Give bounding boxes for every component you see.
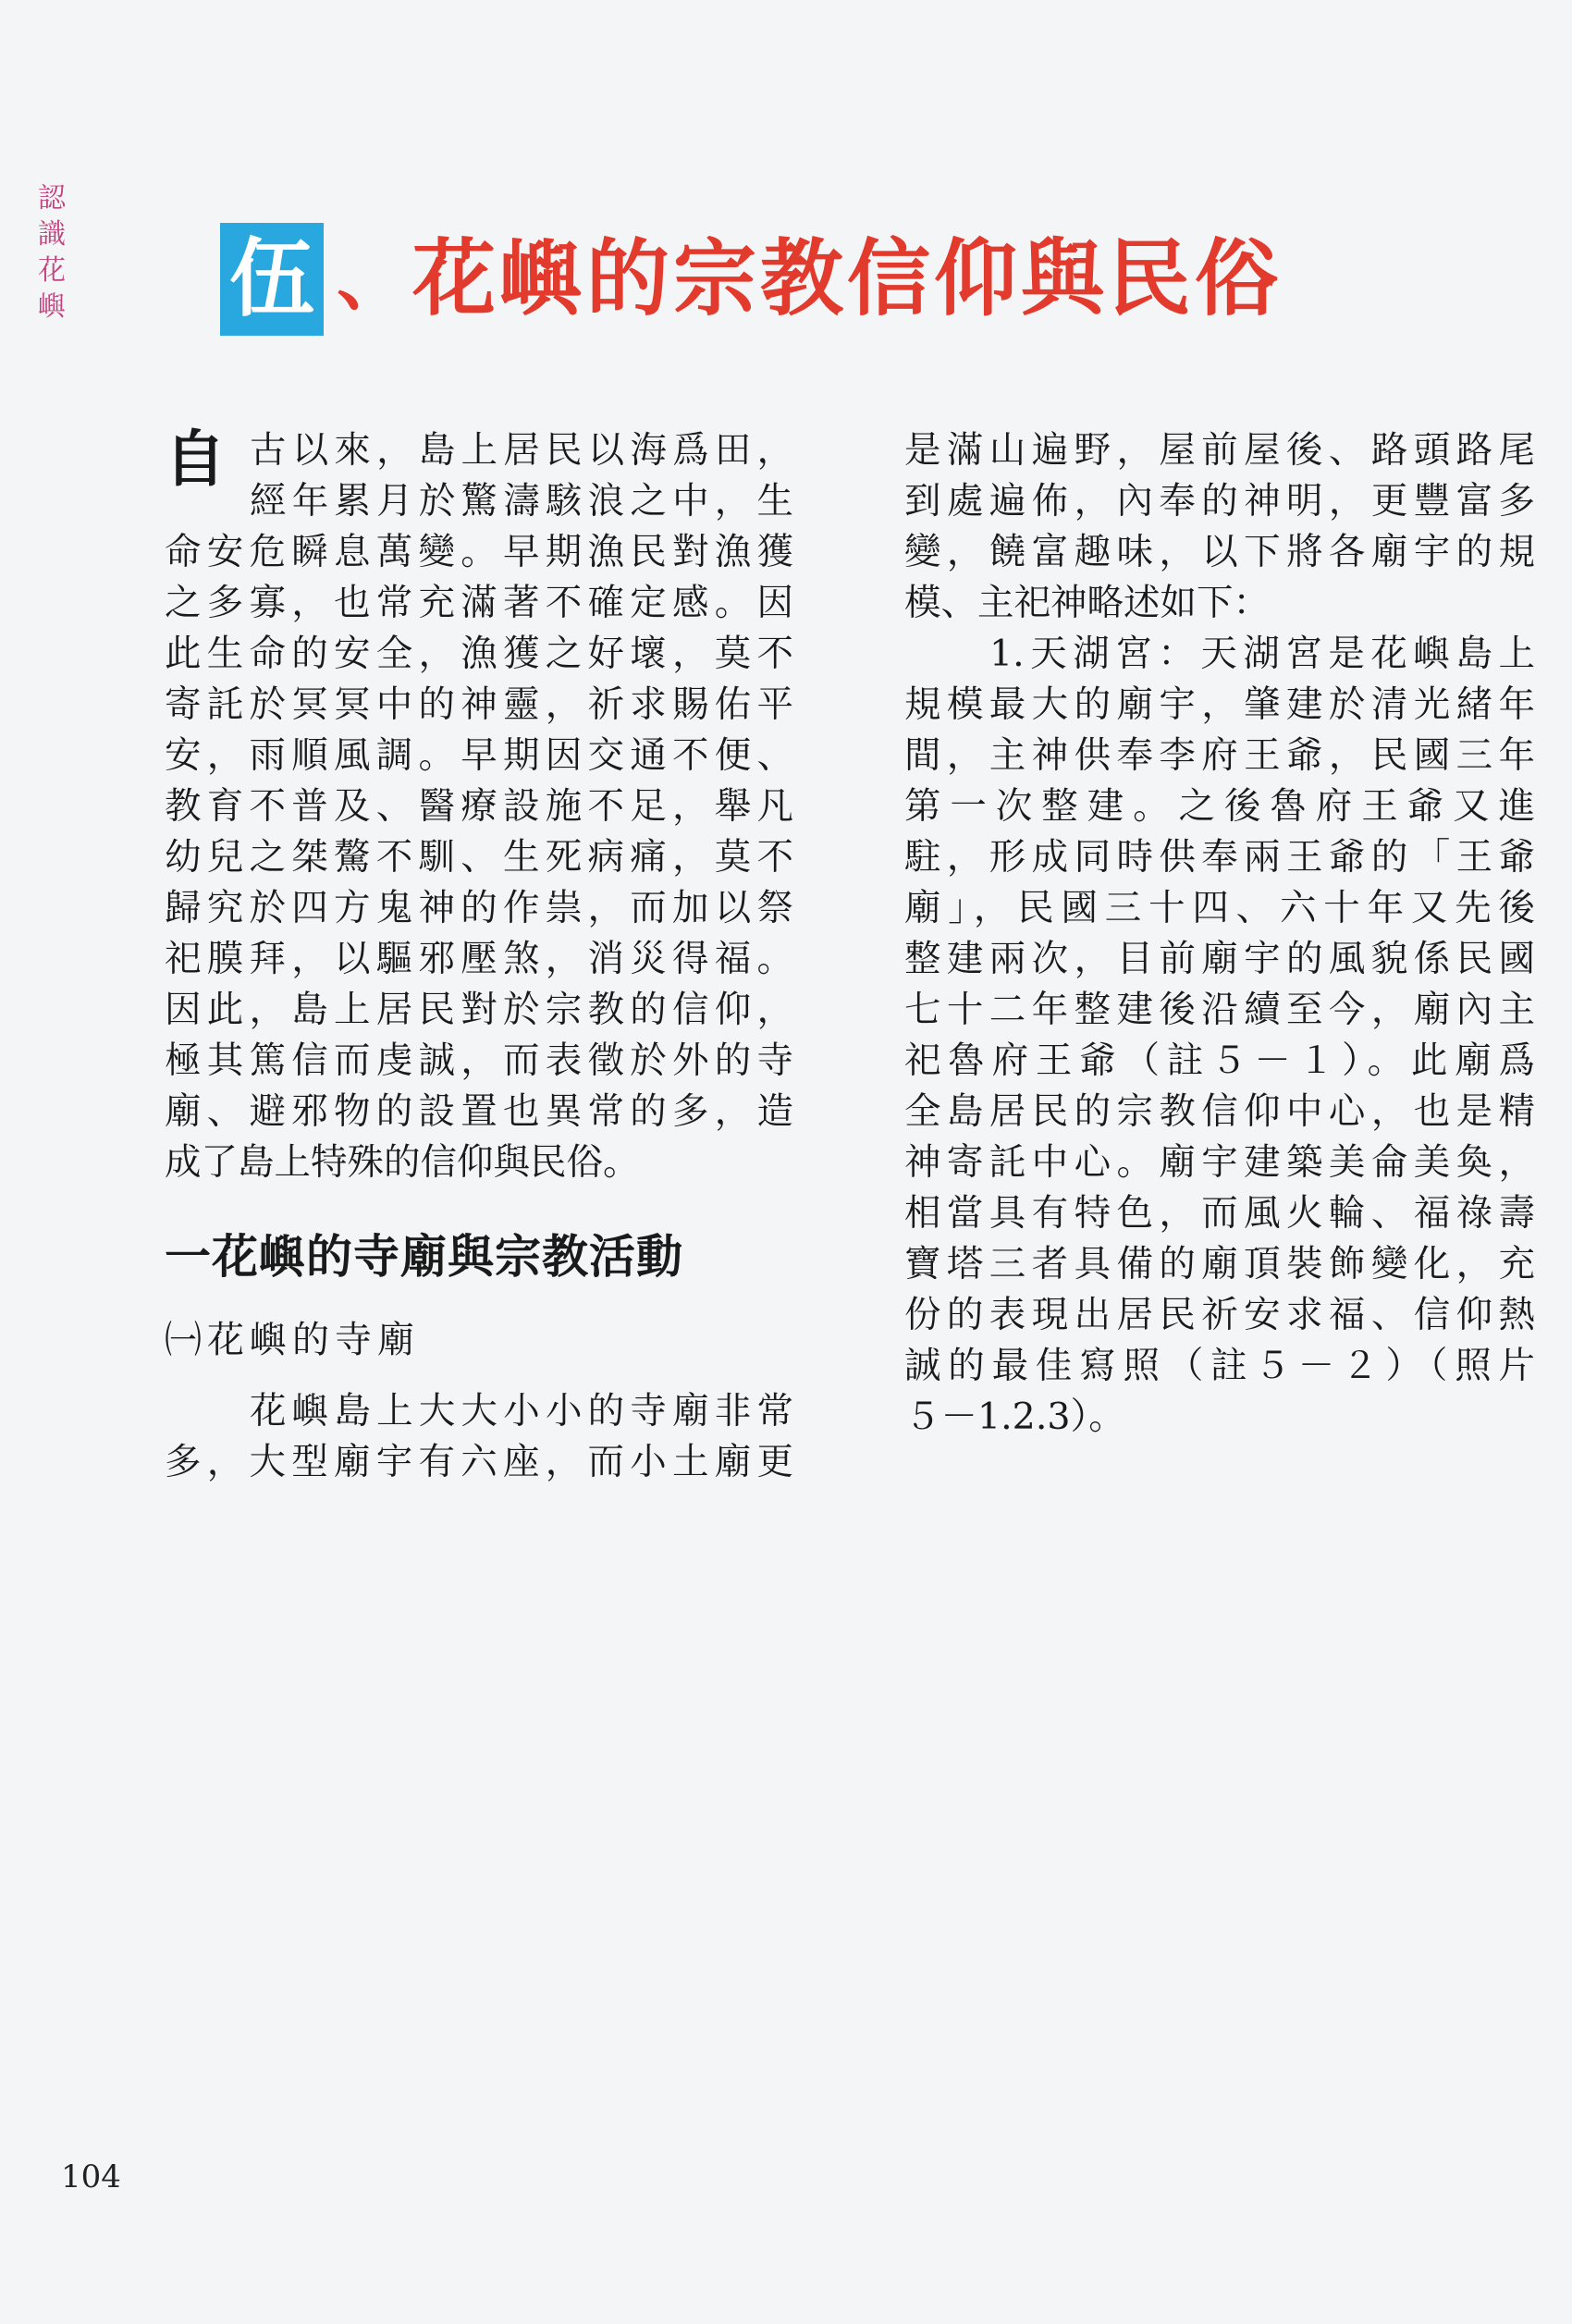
paragraph-line: 祀膜拜，以驅邪壓煞，消災得福。 [165, 938, 793, 980]
paragraph-line: 花嶼島上大大小小的寺廟非常 [250, 1390, 793, 1433]
paragraph-line: 寶塔三者具備的廟頂裝飾變化，充 [904, 1243, 1535, 1285]
paragraph-line: 全島居民的宗教信仰中心，也是精 [904, 1090, 1535, 1133]
paragraph-line: 祀魯府王爺（註５－１）。此廟爲 [904, 1039, 1535, 1082]
paragraph-line: 1.天湖宮：天湖宮是花嶼島上 [989, 633, 1535, 675]
title-separator: 、 [337, 238, 407, 320]
paragraph-line: 到處遍佈，內奉的神明，更豐富多 [904, 480, 1535, 523]
side-label-char: 嶼 [38, 290, 66, 323]
paragraph-line: 極其篤信而虔誠，而表徵於外的寺 [165, 1039, 793, 1082]
paragraph-line: 安，雨順風調。早期因交通不便、 [165, 734, 793, 777]
paragraph-line: 第一次整建。之後魯府王爺又進 [904, 785, 1535, 828]
paragraph-line: 歸究於四方鬼神的作祟，而加以祭 [165, 887, 793, 929]
paragraph-line: 廟」，民國三十四、六十年又先後 [904, 887, 1535, 929]
page-number: 104 [61, 2158, 121, 2195]
side-label [33, 180, 70, 325]
drop-cap: 自 [165, 424, 226, 495]
paragraph-line: 誠的最佳寫照（註５－２）（照片 [904, 1345, 1535, 1387]
left-column [165, 425, 793, 1488]
paragraph-line: 教育不普及、醫療設施不足，舉凡 [165, 785, 793, 828]
section-heading: 一花嶼的寺廟與宗教活動 [165, 1230, 683, 1284]
paragraph-line: ５－1.2.3）。 [904, 1396, 1125, 1438]
side-label-char: 識 [38, 218, 66, 251]
paragraph-line: 整建兩次，目前廟宇的風貌係民國 [904, 938, 1535, 980]
paragraph-line: 命安危瞬息萬變。早期漁民對漁獲 [165, 531, 793, 573]
paragraph-line: 變，饒富趣味，以下將各廟宇的規 [904, 531, 1535, 573]
page-title: 花嶼的宗教信仰與民俗 [412, 230, 1282, 327]
paragraph-line: 成了島上特殊的信仰與民俗。 [165, 1141, 640, 1184]
paragraph-line: 神寄託中心。廟宇建築美侖美奐， [904, 1141, 1535, 1184]
subsection-heading: ㈠花嶼的寺廟 [165, 1319, 420, 1361]
paragraph-line: 寄託於冥冥中的神靈，祈求賜佑平 [165, 683, 793, 726]
paragraph-line: 是滿山遍野，屋前屋後、路頭路尾 [904, 429, 1535, 472]
paragraph-line: 之多寡，也常充滿著不確定感。因 [165, 582, 793, 624]
paragraph-line: 份的表現出居民祈安求福、信仰熱 [904, 1294, 1535, 1336]
paragraph-line: 幼兒之桀驁不馴、生死病痛，莫不 [165, 836, 793, 879]
chapter-title [220, 222, 1282, 337]
side-label-char: 花 [38, 254, 66, 287]
paragraph-line: 相當具有特色，而風火輪、福祿壽 [904, 1192, 1535, 1235]
paragraph-line: 駐，形成同時供奉兩王爺的「王爺 [904, 836, 1535, 879]
paragraph-line: 廟、避邪物的設置也異常的多，造 [165, 1090, 793, 1133]
paragraph-line: 規模最大的廟宇，肇建於清光緒年 [904, 683, 1535, 726]
paragraph-line: 因此，島上居民對於宗教的信仰， [165, 989, 793, 1031]
paragraph-line: 多，大型廟宇有六座，而小土廟更 [165, 1441, 793, 1483]
right-column [904, 425, 1535, 1443]
paragraph-line: 經年累月於驚濤駭浪之中，生 [250, 480, 793, 523]
paragraph-line: 此生命的安全，漁獲之好壞，莫不 [165, 633, 793, 675]
paragraph-line: 古以來，島上居民以海爲田， [250, 429, 793, 472]
paragraph-line: 模、主祀神略述如下： [904, 582, 1270, 624]
side-label-char: 認 [38, 182, 66, 215]
chapter-number-badge: 伍 [220, 223, 324, 336]
paragraph-line: 七十二年整建後沿續至今，廟內主 [904, 989, 1535, 1031]
paragraph-line: 間，主神供奉李府王爺，民國三年 [904, 734, 1535, 777]
